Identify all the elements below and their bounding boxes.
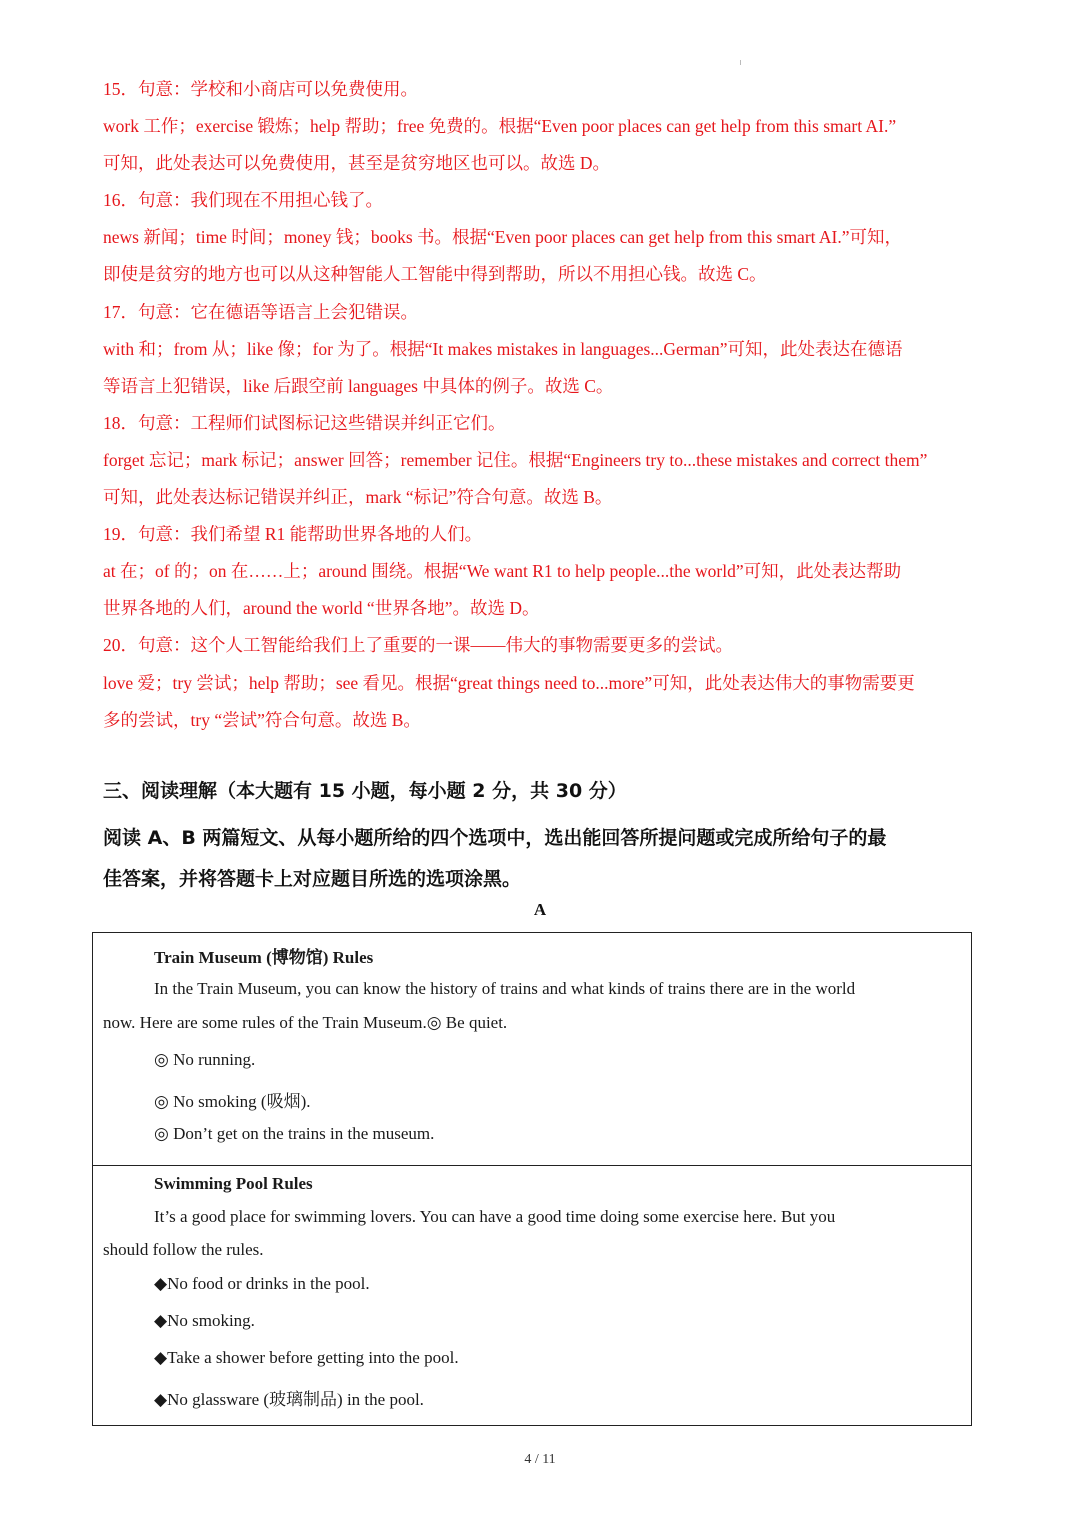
museum-rule-2: ◎ No smoking (吸烟). bbox=[154, 1092, 311, 1111]
answer-20-explain-2: 多的尝试，try “尝试”符合句意。故选 B。 bbox=[103, 709, 421, 730]
answer-15-question: 15．句意：学校和小商店可以免费使用。 bbox=[103, 79, 418, 99]
pool-intro-line-2: should follow the rules. bbox=[103, 1240, 264, 1259]
answer-18-explain-2: 可知，此处表达标记错误并纠正，mark “标记”符合句意。故选 B。 bbox=[103, 487, 613, 508]
answer-19-explain-2: 世界各地的人们，around the world “世界各地”。故选 D。 bbox=[103, 598, 540, 619]
pool-rules-cell bbox=[93, 1165, 971, 1425]
answer-15-explain-1: work 工作；exercise 锻炼；help 帮助；free 免费的。根据“Even poor places can get help from this smart AI.” bbox=[103, 116, 897, 137]
museum-rule-3: ◎ Don’t get on the trains in the museum. bbox=[154, 1124, 435, 1143]
pool-rule-3: ◆Take a shower before getting into the pool. bbox=[154, 1348, 459, 1367]
museum-intro-line-2: now. Here are some rules of the Train Museum.◎ Be quiet. bbox=[103, 1013, 508, 1032]
answer-16-explain-1: news 新闻；time 时间；money 钱；books 书。根据“Even poor places can get help from this smart AI.”可知， bbox=[103, 227, 903, 248]
pool-intro bbox=[103, 1200, 961, 1266]
answer-19-explain-1: at 在；of 的；on 在……上；around 围绕。根据“We want R1 to help people...the world”可知，此处表达帮助 bbox=[103, 561, 902, 582]
section-instruction-1: 阅读 A、B 两篇短文、从每小题所给的四个选项中，选出能回答所提问题或完成所给句子的最 bbox=[103, 827, 887, 849]
page-number: 4 / 11 bbox=[524, 1452, 556, 1467]
section-instruction-2: 佳答案，并将答题卡上对应题目所选的选项涂黑。 bbox=[103, 868, 522, 890]
museum-rule-1: ◎ No running. bbox=[154, 1050, 256, 1069]
answer-18-question: 18．句意：工程师们试图标记这些错误并纠正它们。 bbox=[103, 412, 506, 433]
answer-16-question: 16．句意：我们现在不用担心钱了。 bbox=[103, 190, 383, 211]
answer-17-explain-1: with 和；from 从；like 像；for 为了。根据“It makes mistakes in languages...German”可知，此处表达在德语 bbox=[103, 338, 903, 359]
answer-16-explain-2: 即使是贫穷的地方也可以从这种智能人工智能中得到帮助，所以不用担心钱。故选 C。 bbox=[103, 264, 767, 285]
answer-19-question: 19．句意：我们希望 R1 能帮助世界各地的人们。 bbox=[103, 524, 483, 545]
scan-speck bbox=[740, 60, 741, 65]
answer-15-explain-2: 可知，此处表达可以免费使用，甚至是贫穷地区也可以。故选 D。 bbox=[103, 153, 611, 174]
rules-table bbox=[92, 932, 972, 1426]
answer-18-explain-1: forget 忘记；mark 标记；answer 回答；remember 记住。根据“Engineers try to...these mistakes and correct them” bbox=[103, 449, 928, 470]
museum-title: Train Museum (博物馆) Rules bbox=[154, 948, 374, 967]
pool-rule-1: ◆No food or drinks in the pool. bbox=[154, 1274, 370, 1293]
section-heading: 三、阅读理解（本大题有 15 小题，每小题 2 分，共 30 分） bbox=[103, 780, 627, 802]
passage-label: A bbox=[533, 900, 547, 919]
museum-intro bbox=[103, 972, 961, 1040]
museum-rules-cell bbox=[93, 933, 971, 1166]
pool-rule-4: ◆No glassware (玻璃制品) in the pool. bbox=[154, 1390, 424, 1409]
reading-section bbox=[103, 778, 983, 900]
answer-17-explain-2: 等语言上犯错误，like 后跟空前 languages 中具体的例子。故选 C。 bbox=[103, 375, 614, 396]
pool-rule-2: ◆No smoking. bbox=[154, 1311, 255, 1330]
pool-title: Swimming Pool Rules bbox=[154, 1174, 313, 1193]
answer-explanations bbox=[103, 71, 983, 739]
answer-20-question: 20．句意：这个人工智能给我们上了重要的一课——伟大的事物需要更多的尝试。 bbox=[103, 635, 733, 656]
answer-20-explain-1: love 爱；try 尝试；help 帮助；see 看见。根据“great things need to...more”可知，此处表达伟大的事物需要更 bbox=[103, 672, 915, 693]
museum-intro-line-1: In the Train Museum, you can know the history of trains and what kinds of trains there are in the world bbox=[154, 979, 856, 998]
answer-17-question: 17．句意：它在德语等语言上会犯错误。 bbox=[103, 301, 418, 322]
pool-intro-line-1: It’s a good place for swimming lovers. You can have a good time doing some exercise here. But you bbox=[154, 1207, 836, 1226]
